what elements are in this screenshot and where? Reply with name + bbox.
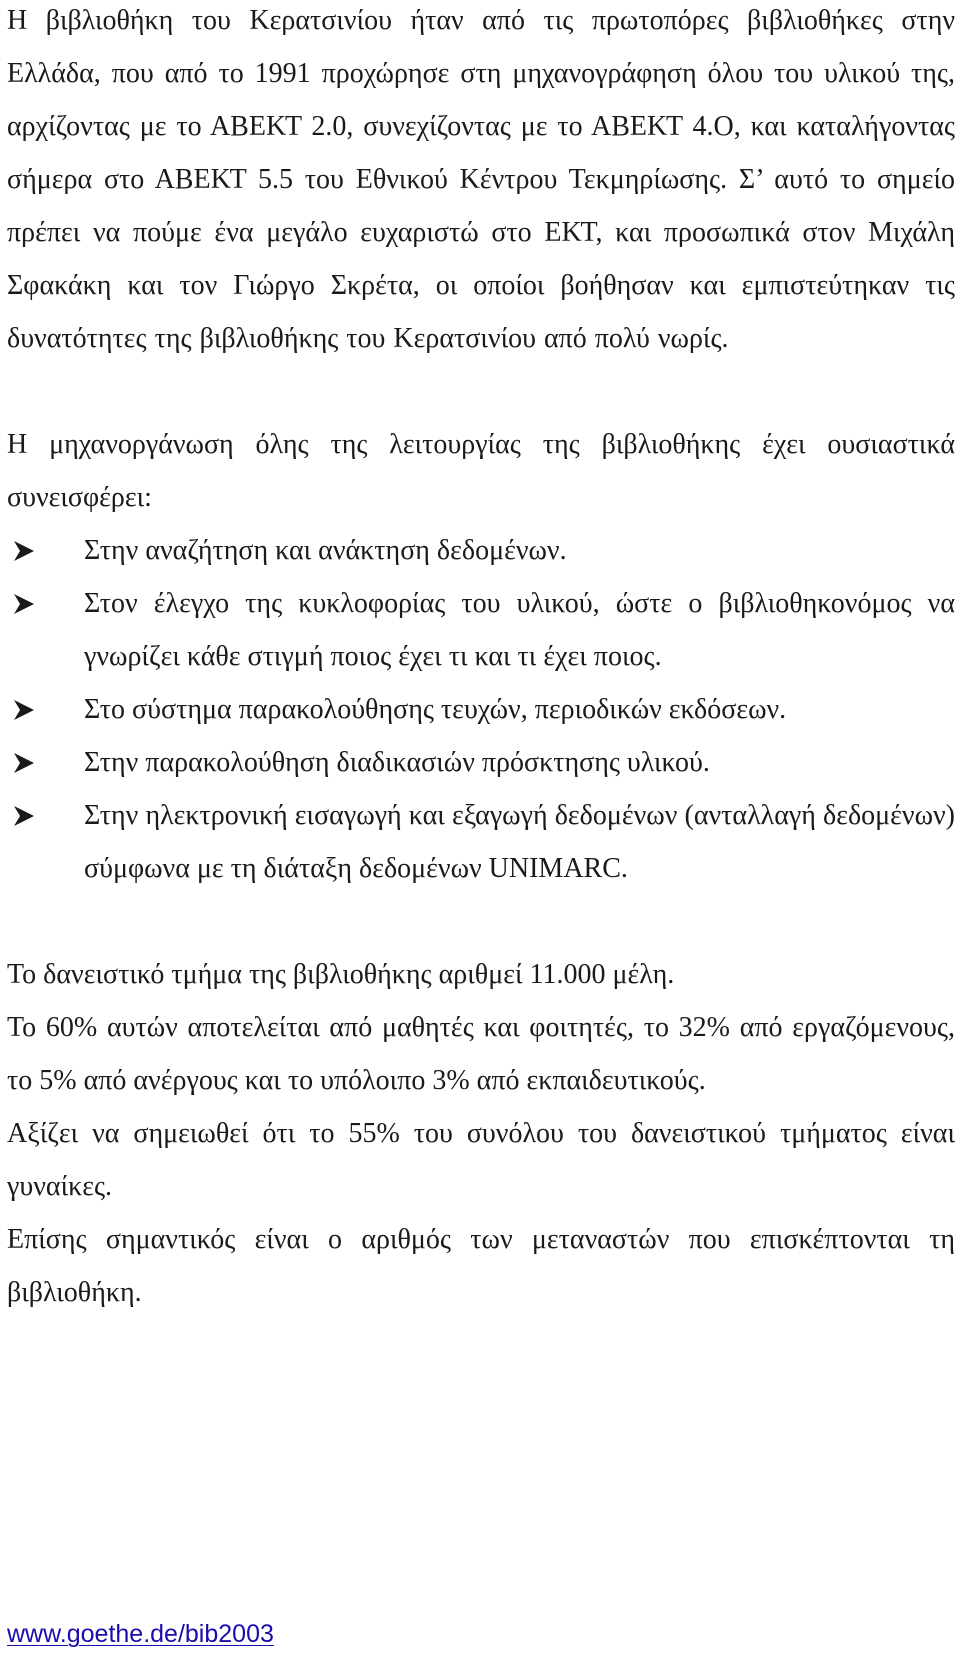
list-item-text: Στην παρακολούθηση διαδικασιών πρόσκτησης υλικού. [84, 747, 710, 778]
paragraph-intro: Η βιβλιοθήκη του Κερατσινίου ήταν από τις πρωτοπόρες βιβλιοθήκες στην Ελλάδα, που από το 1991 προχώρησε στη μηχανογράφηση όλου του υλικού της, αρχίζοντας με το ΑΒΕΚΤ 2.0, συνεχίζοντας με το ΑΒΕΚΤ 4.Ο, και καταλήγοντας σήμερα στο ΑΒΕΚΤ 5.5 του Εθνικού Κέντρου Τεκμηρίωσης. Σ’ αυτό το σημείο πρέπει να πούμε ένα μεγάλο ευχαριστώ στο ΕΚΤ, και προσωπικά στον Μιχάλη Σφακάκη και τον Γιώργο Σκρέτα, οι οποίοι βοήθησαν και εμπιστεύτηκαν τις δυνατότητες της βιβλιοθήκης του Κερατσινίου από πολύ νωρίς. [7, 5, 955, 354]
list-item [7, 736, 955, 789]
paragraph-immigrants: Επίσης σημαντικός είναι ο αριθμός των μεταναστών που επισκέπτονται τη βιβλιοθήκη. [7, 1224, 955, 1308]
footer-source-link[interactable]: www.goethe.de/bib2003 [7, 1620, 274, 1648]
list-item-text: Στην ηλεκτρονική εισαγωγή και εξαγωγή δεδομένων (ανταλλαγή δεδομένων) σύμφωνα με τη διάταξη δεδομένων UNIMARC. [84, 800, 955, 884]
list-item [7, 524, 955, 577]
list-item-text: Στο σύστημα παρακολούθησης τευχών, περιοδικών εκδόσεων. [84, 694, 787, 725]
paragraph-women: Αξίζει να σημειωθεί ότι το 55% του συνόλου του δανειστικού τμήματος είναι γυναίκες. [7, 1118, 955, 1202]
list-item [7, 789, 955, 895]
paragraph-lending-members: Το δανειστικό τμήμα της βιβλιοθήκης αριθμεί 11.000 μέλη. [7, 959, 675, 990]
list-item [7, 577, 955, 683]
list-item-text: Στον έλεγχο της κυκλοφορίας του υλικού, ώστε ο βιβλιοθηκονόμος να γνωρίζει κάθε στιγμή ποιος έχει τι και τι έχει ποιος. [84, 588, 955, 672]
document-page [7, 0, 955, 1319]
paragraph-automation-intro: Η μηχανοργάνωση όλης της λειτουργίας της βιβλιοθήκης έχει ουσιαστικά συνεισφέρει: [7, 429, 955, 513]
list-item-text: Στην αναζήτηση και ανάκτηση δεδομένων. [84, 535, 567, 566]
contributions-list [7, 524, 955, 895]
list-item [7, 683, 955, 736]
paragraph-demographics: Το 60% αυτών αποτελείται από μαθητές και φοιτητές, το 32% από εργαζόμενους, το 5% από ανέργους και το υπόλοιπο 3% από εκπαιδευτικούς. [7, 1012, 955, 1096]
